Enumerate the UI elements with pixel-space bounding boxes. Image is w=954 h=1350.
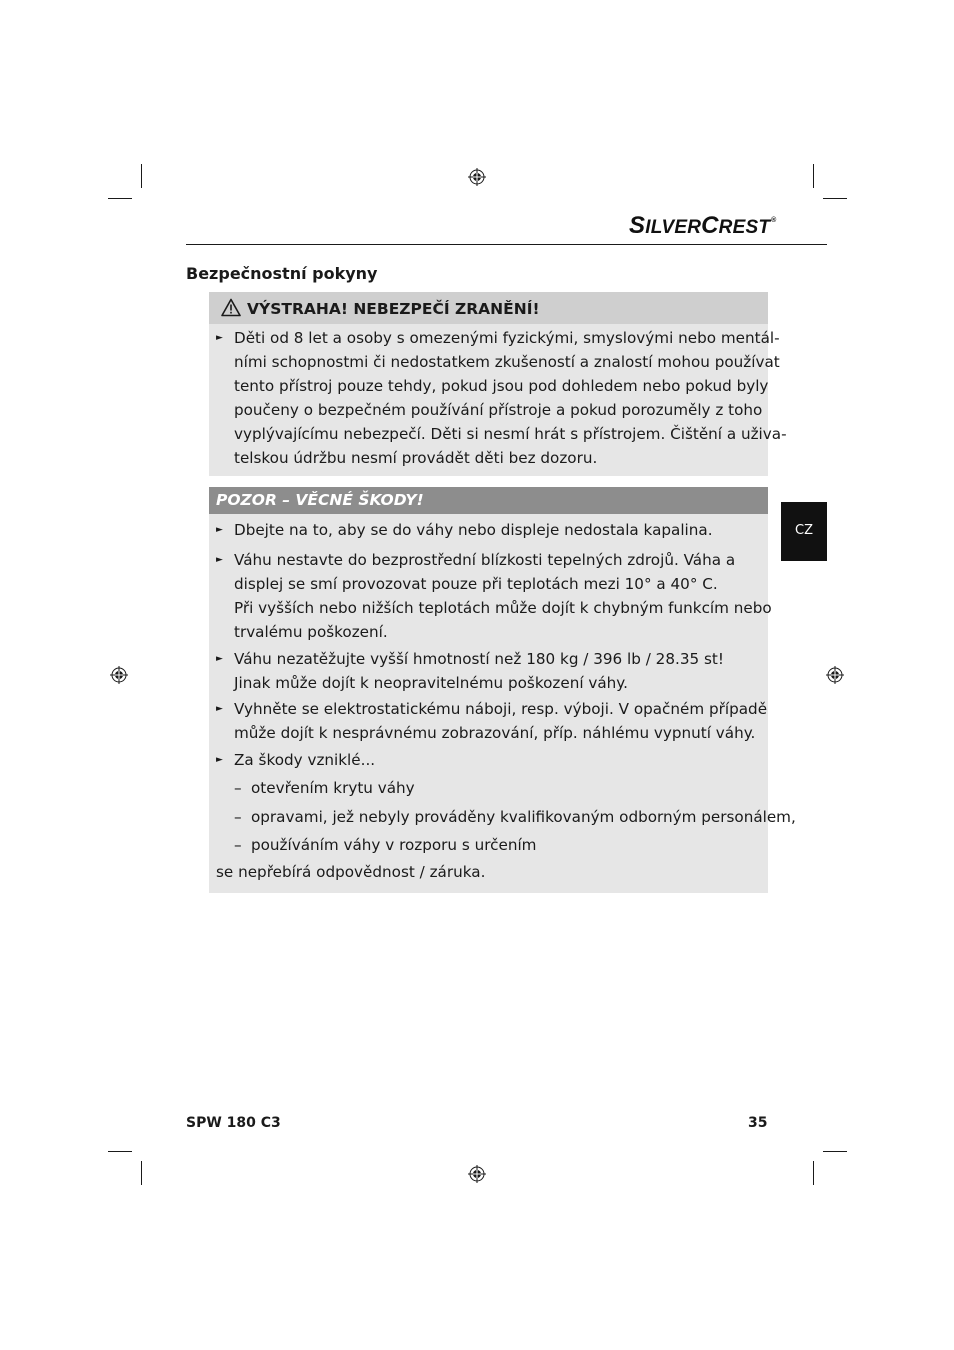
crop-mark: [108, 198, 132, 199]
crop-mark: [813, 164, 814, 188]
crop-mark: [108, 1151, 132, 1152]
registration-mark-icon: [826, 666, 844, 684]
caution-line: Dbejte na to, aby se do váhy nebo displeje nedostala kapalina.: [234, 521, 713, 539]
bullet-arrow-icon: ►: [216, 333, 223, 343]
caution-line: Za škody vzniklé...: [234, 751, 376, 769]
bullet-arrow-icon: ►: [216, 555, 223, 565]
bullet-arrow-icon: ►: [216, 704, 223, 714]
crop-mark: [813, 1161, 814, 1185]
crop-mark: [141, 1161, 142, 1185]
warning-box: [209, 292, 787, 476]
warning-heading: VÝSTRAHA! NEBEZPEČÍ ZRANĚNÍ!: [247, 300, 540, 318]
caution-line: Při vyšších nebo nižších teplotách může dojít k chybným funkcím nebo: [234, 599, 772, 617]
caution-box: [209, 487, 796, 893]
warning-line: telskou údržbu nesmí provádět děti bez dozoru.: [234, 449, 598, 467]
language-tab: [781, 502, 827, 561]
caution-line: může dojít k nesprávnému zobrazování, příp. náhlému vypnutí váhy.: [234, 724, 756, 742]
caution-subitem: opravami, jež nebyly prováděny kvalifikovaným odborným personálem,: [251, 808, 796, 826]
crop-mark: [141, 164, 142, 188]
crop-mark: [823, 1151, 847, 1152]
warning-triangle-icon: [221, 298, 241, 317]
crop-mark: [823, 198, 847, 199]
caution-heading: POZOR – VĚCNÉ ŠKODY!: [216, 491, 424, 509]
caution-subitem: používáním váhy v rozporu s určením: [251, 836, 537, 854]
caution-line: Váhu nestavte do bezprostřední blízkosti tepelných zdrojů. Váha a: [234, 551, 736, 569]
warning-line: vyplývajícímu nebezpečí. Děti si nesmí hrát s přístrojem. Čištění a uživa-: [234, 425, 787, 443]
caution-line: Váhu nezatěžujte vyšší hmotností než 180 kg / 396 lb / 28.35 st!: [234, 650, 724, 668]
dash-marker: –: [234, 836, 242, 854]
caution-subitem: otevřením krytu váhy: [251, 779, 415, 797]
registration-mark-icon: [468, 1165, 486, 1183]
caution-closing: se nepřebírá odpovědnost / záruka.: [216, 863, 486, 881]
brand-logo: SILVERCREST®: [629, 212, 777, 239]
language-tab-label: CZ: [795, 523, 813, 538]
caution-line: displej se smí provozovat pouze při teplotách mezi 10° a 40° C.: [234, 575, 718, 593]
dash-marker: –: [234, 808, 242, 826]
bullet-arrow-icon: ►: [216, 525, 223, 535]
registration-mark-icon: [468, 168, 486, 186]
bullet-arrow-icon: ►: [216, 654, 223, 664]
warning-line: Děti od 8 let a osoby s omezenými fyzickými, smyslovými nebo mentál-: [234, 329, 780, 347]
warning-line: ními schopnostmi či nedostatkem zkušeností a znalostí mohou používat: [234, 353, 780, 371]
section-title: Bezpečnostní pokyny: [186, 264, 378, 283]
caution-line: Vyhněte se elektrostatickému náboji, resp. výboji. V opačném případě: [234, 700, 768, 718]
caution-header: [209, 487, 768, 514]
bullet-arrow-icon: ►: [216, 755, 223, 765]
dash-marker: –: [234, 779, 242, 797]
page-number: 35: [748, 1115, 768, 1131]
footer-model: SPW 180 C3: [186, 1115, 281, 1131]
warning-line: poučeny o bezpečném používání přístroje a pokud porozuměly z toho: [234, 401, 763, 419]
caution-line: trvalému poškození.: [234, 623, 388, 641]
warning-header: [209, 292, 768, 324]
header-rule: [186, 244, 827, 245]
caution-line: Jinak může dojít k neopravitelnému poškození váhy.: [234, 674, 628, 692]
registration-mark-icon: [110, 666, 128, 684]
warning-line: tento přístroj pouze tehdy, pokud jsou pod dohledem nebo pokud byly: [234, 377, 769, 395]
